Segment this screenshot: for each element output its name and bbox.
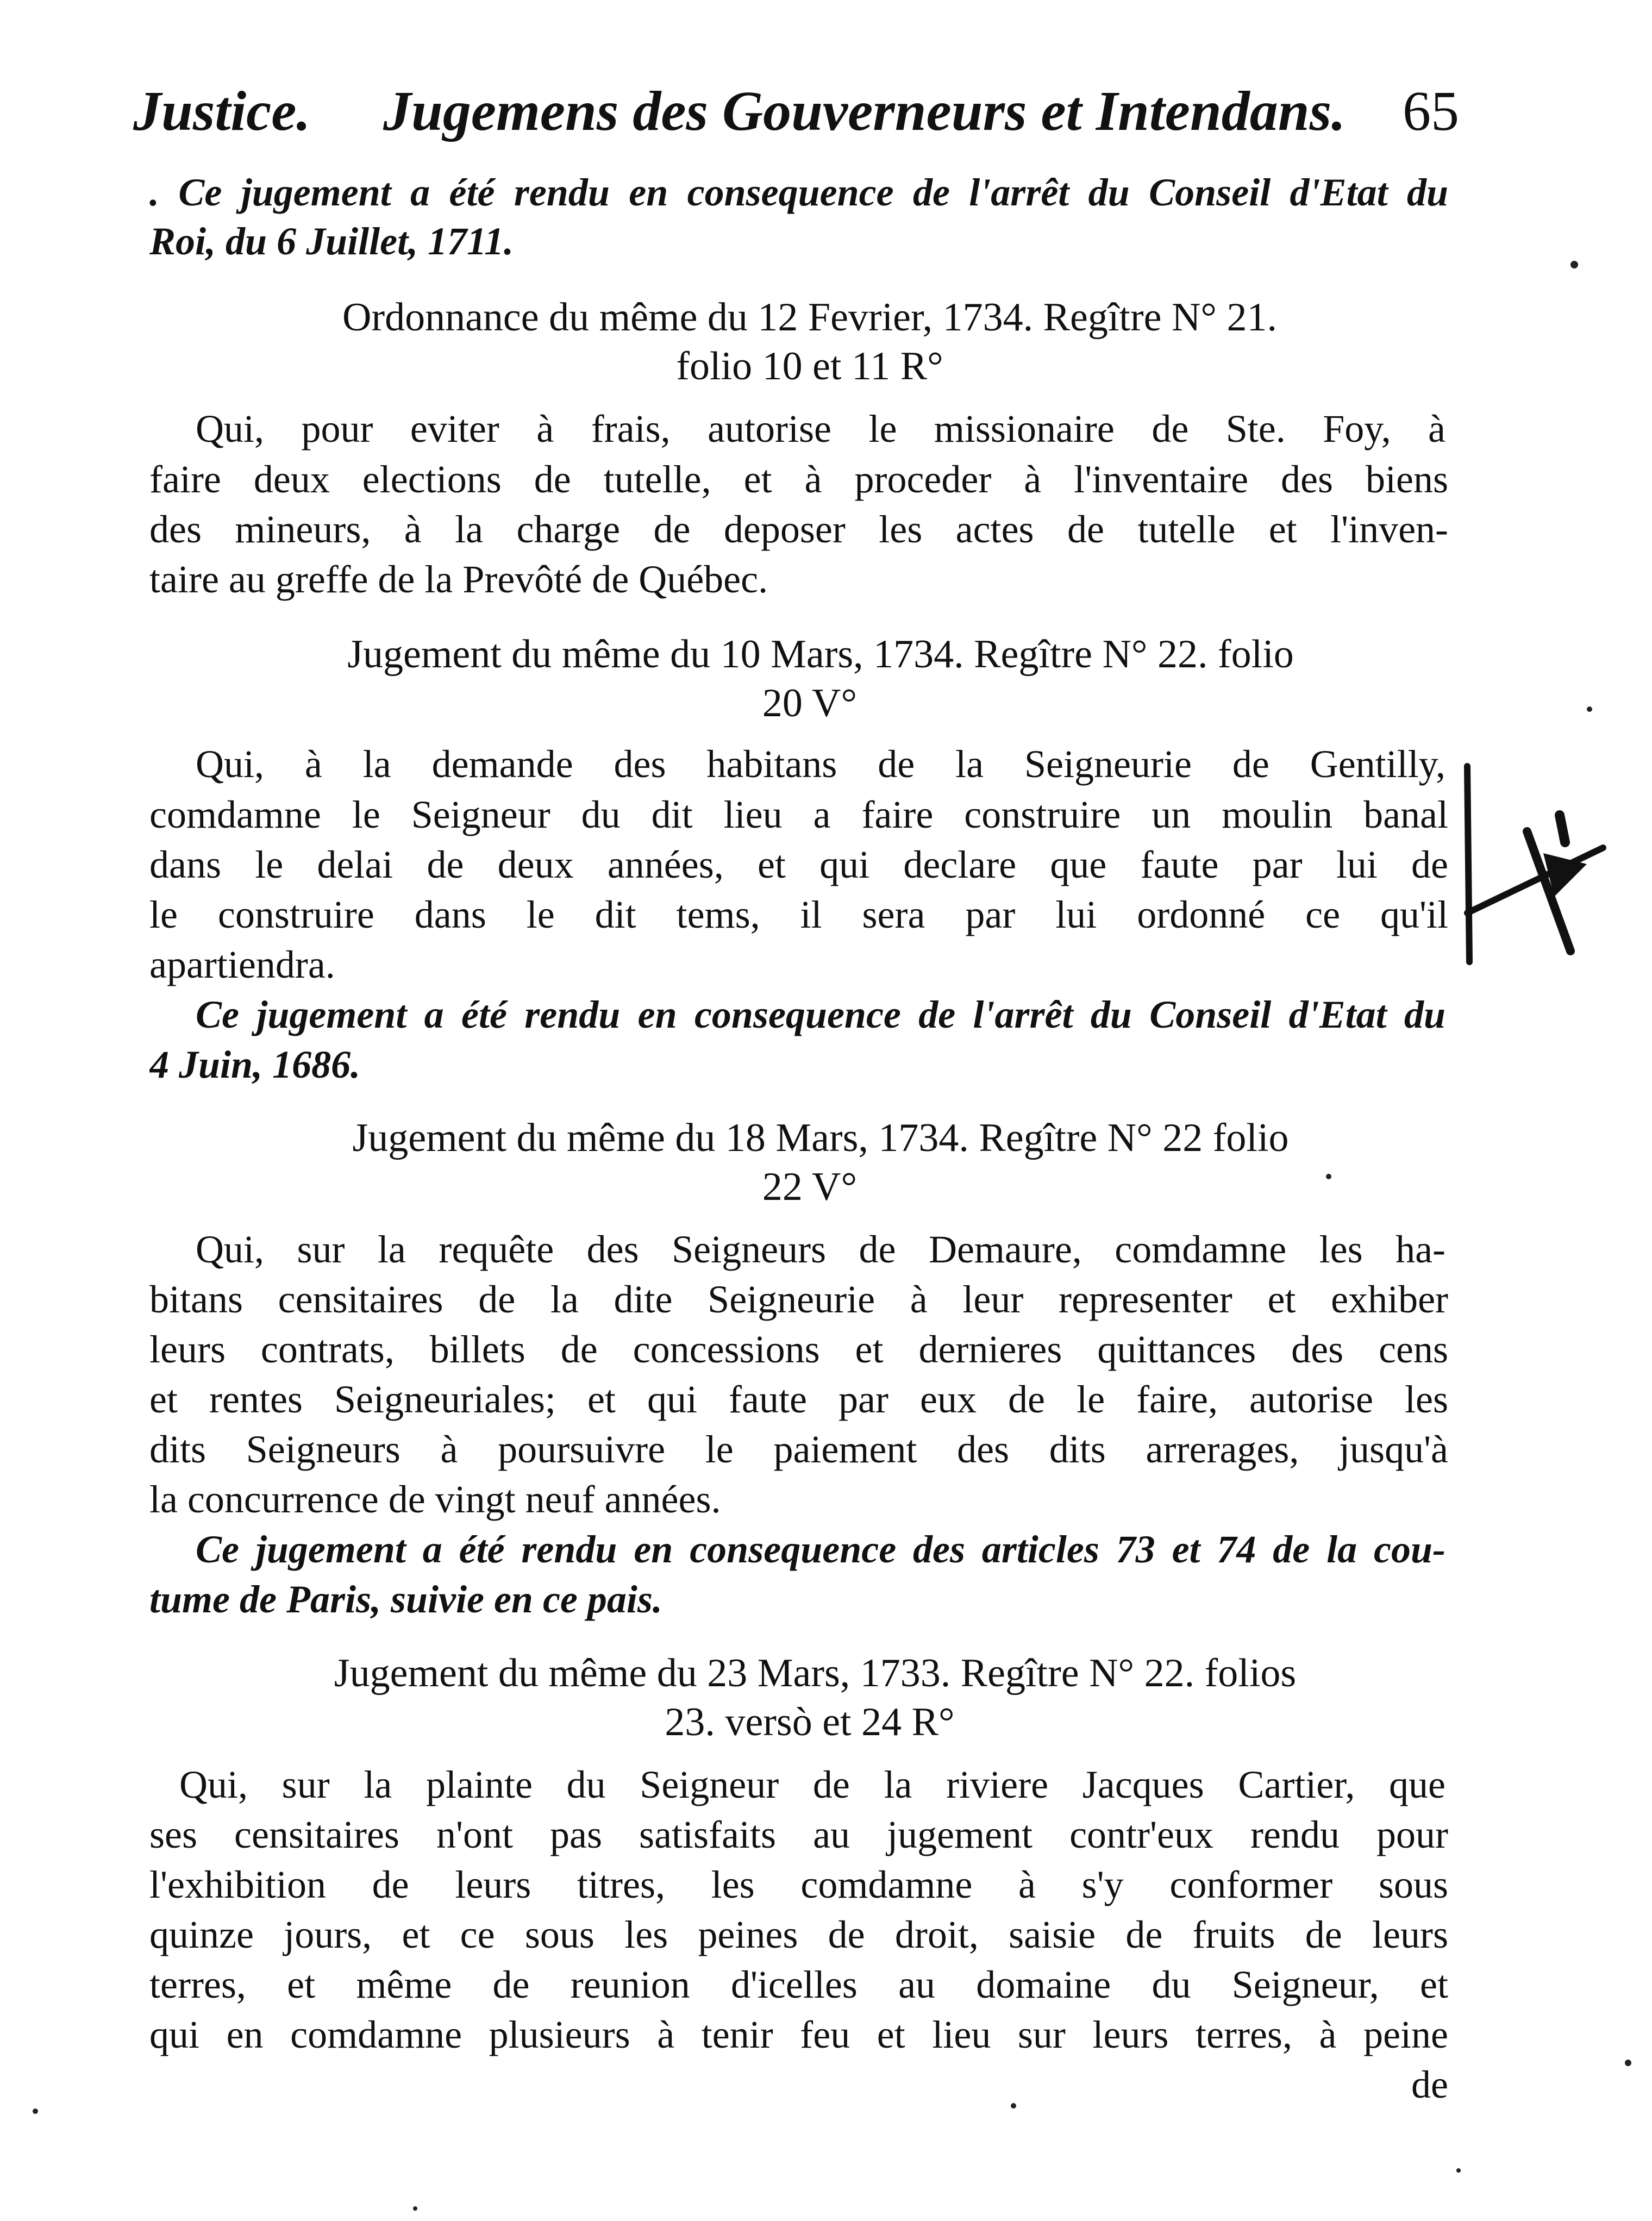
margin-annotation-mark <box>1462 734 1625 973</box>
entry-heading: Jugement du même du 23 Mars, 1733. Regître N° 22. folios <box>334 1651 1297 1696</box>
scan-speck <box>413 2206 417 2211</box>
entry-heading-folio: 22 V° <box>762 1165 858 1209</box>
paragraph-line: Qui, sur la plainte du Seigneur de la riviere Jacques Cartier, que <box>179 1763 1446 1806</box>
note-line: Ce jugement a été rendu en consequence des articles 73 et 74 de la cou- <box>196 1528 1446 1571</box>
paragraph-line: quinze jours, et ce sous les peines de droit, saisie de fruits de leurs <box>149 1913 1448 1956</box>
paragraph-line: dits Seigneurs à poursuivre le paiement des dits arrerages, jusqu'à <box>149 1428 1448 1471</box>
paragraph-line: taire au greffe de la Prevôté de Québec. <box>149 558 768 601</box>
paragraph-line: terres, et même de reunion d'icelles au domaine du Seigneur, et <box>149 1963 1448 2006</box>
scan-speck <box>1456 2168 1461 2173</box>
scan-speck <box>1587 706 1592 712</box>
entry-heading: Ordonnance du même du 12 Fevrier, 1734. Regître N° 21. <box>342 295 1277 340</box>
note-line: Roi, du 6 Juillet, 1711. <box>149 220 514 263</box>
note-line: Ce jugement a été rendu en consequence de l'arrêt du Conseil d'Etat du <box>196 993 1446 1036</box>
scan-speck <box>33 2109 38 2114</box>
entry-heading: Jugement du même du 18 Mars, 1734. Regître N° 22 folio <box>352 1116 1289 1160</box>
paragraph-line: l'exhibition de leurs titres, les comdamne à s'y conformer sous <box>149 1863 1448 1906</box>
paragraph-line: Qui, pour eviter à frais, autorise le missionaire de Ste. Foy, à <box>196 407 1446 451</box>
entry-heading-folio: 23. versò et 24 R° <box>665 1700 955 1744</box>
paragraph-line: ses censitaires n'ont pas satisfaits au jugement contr'eux rendu pour <box>149 1813 1448 1856</box>
entry-heading-folio: 20 V° <box>762 681 858 725</box>
paragraph-line: Qui, à la demande des habitans de la Seigneurie de Gentilly, <box>196 742 1446 786</box>
paragraph-line: la concurrence de vingt neuf années. <box>149 1478 721 1521</box>
paragraph-line: comdamne le Seigneur du dit lieu a faire construire un moulin banal <box>149 793 1448 836</box>
note-line: . Ce jugement a été rendu en consequence de l'arrêt du Conseil d'Etat du <box>149 171 1448 214</box>
header-section: Justice. <box>133 80 311 142</box>
entry-heading: Jugement du même du 10 Mars, 1734. Regître N° 22. folio <box>347 632 1294 677</box>
running-header <box>133 76 1459 147</box>
paragraph-line: apartiendra. <box>149 943 335 986</box>
paragraph-line: le construire dans le dit tems, il sera par lui ordonné ce qu'il <box>149 893 1448 936</box>
paragraph-line: des mineurs, à la charge de deposer les actes de tutelle et l'inven- <box>149 508 1448 551</box>
paragraph-line: bitans censitaires de la dite Seigneurie à leur representer et exhiber <box>149 1278 1448 1321</box>
paragraph-line: Qui, sur la requête des Seigneurs de Demaure, comdamne les ha- <box>196 1228 1446 1271</box>
paragraph-line: faire deux elections de tutelle, et à proceder à l'inventaire des biens <box>149 458 1448 501</box>
catchword: de <box>1411 2063 1448 2106</box>
note-line: 4 Juin, 1686. <box>149 1043 361 1086</box>
scan-speck <box>1570 261 1578 268</box>
paragraph-line: leurs contrats, billets de concessions et dernieres quittances des cens <box>149 1328 1448 1371</box>
entry-heading-folio: folio 10 et 11 R° <box>676 344 943 389</box>
paragraph-line: dans le delai de deux années, et qui declare que faute par lui de <box>149 843 1448 886</box>
note-line: tume de Paris, suivie en ce pais. <box>149 1578 662 1621</box>
page-number: 65 <box>1403 80 1459 142</box>
paragraph-line: qui en comdamne plusieurs à tenir feu et lieu sur leurs terres, à peine <box>149 2013 1448 2056</box>
scan-speck <box>1011 2103 1016 2109</box>
scan-speck <box>1326 1174 1331 1179</box>
scan-speck <box>1625 2060 1631 2066</box>
paragraph-line: et rentes Seigneuriales; et qui faute par eux de le faire, autorise les <box>149 1378 1448 1421</box>
header-title: Jugemens des Gouverneurs et Intendans. <box>383 80 1346 142</box>
